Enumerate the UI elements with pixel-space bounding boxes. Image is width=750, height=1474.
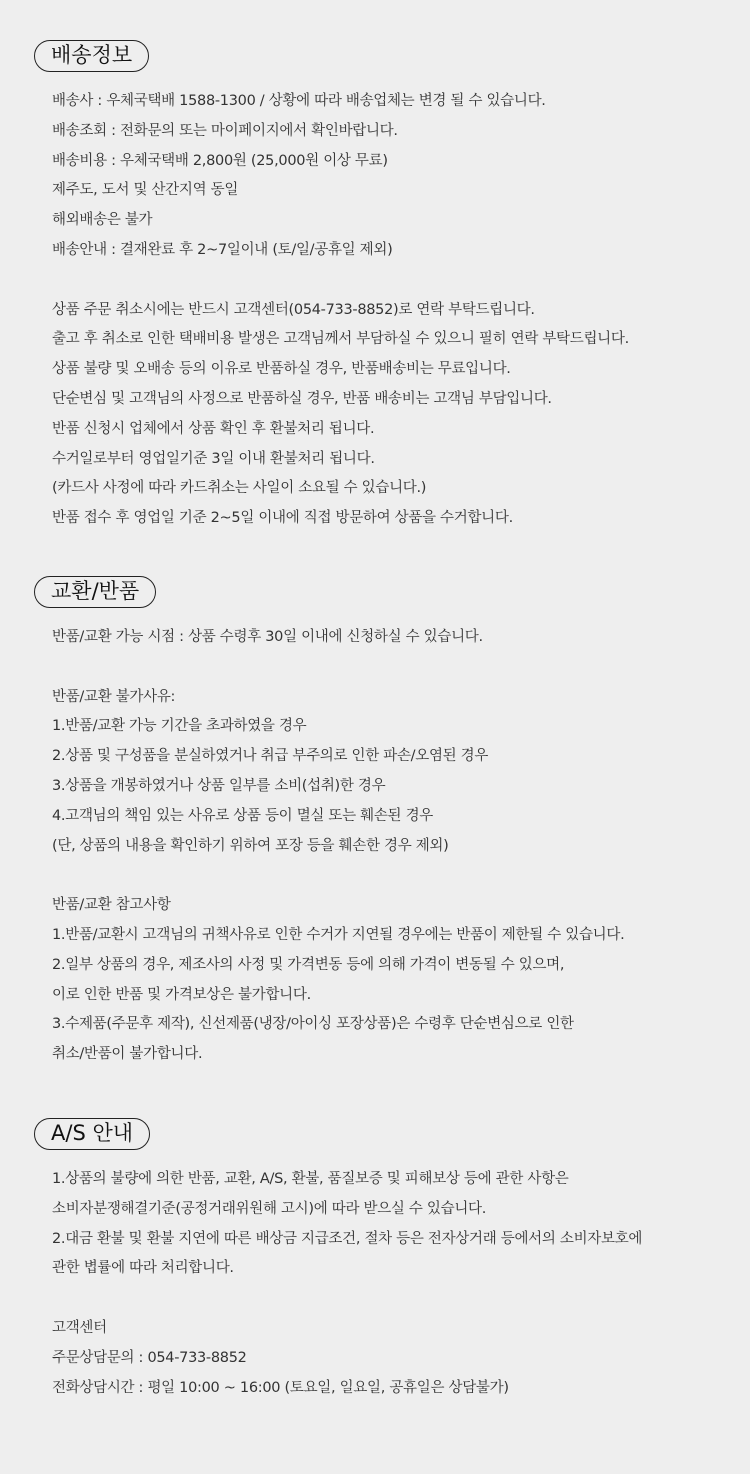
text-line: 반품/교환 참고사항 xyxy=(52,897,171,914)
text-line: 단순변심 및 고객님의 사정으로 반품하실 경우, 반품 배송비는 고객님 부담입니다. xyxy=(52,390,552,407)
text-line: 1.반품/교환시 고객님의 귀책사유로 인한 수거가 지연될 경우에는 반품이 제한될 수 있습니다. xyxy=(52,926,625,943)
text-line: 배송비용 : 우체국택배 2,800원 (25,000원 이상 무료) xyxy=(52,152,388,169)
text-line: 상품 불량 및 오배송 등의 이유로 반품하실 경우, 반품배송비는 무료입니다. xyxy=(52,361,511,378)
exchange-return-heading: 교환/반품 xyxy=(34,576,156,608)
text-line: 전화상담시간 : 평일 10:00 ~ 16:00 (토요일, 일요일, 공휴일은 상담불가) xyxy=(52,1379,509,1396)
text-line: 이로 인한 반품 및 가격보상은 불가합니다. xyxy=(52,986,311,1003)
text-line: 해외배송은 불가 xyxy=(52,212,153,229)
text-line: 배송사 : 우체국택배 1588-1300 / 상황에 따라 배송업체는 변경 될 수 있습니다. xyxy=(52,93,546,109)
blank-line xyxy=(52,1284,742,1314)
text-line: 상품 주문 취소시에는 반드시 고객센터(054-733-8852)로 연락 부탁드립니다. xyxy=(52,301,535,318)
text-line: 반품/교환 불가사유: xyxy=(52,688,176,705)
text-line: 출고 후 취소로 인한 택배비용 발생은 고객님께서 부담하실 수 있으니 필히 연락 부탁드립니다. xyxy=(52,331,629,348)
shipping-info-text xyxy=(52,87,742,534)
text-line: 3.상품을 개봉하였거나 상품 일부를 소비(섭취)한 경우 xyxy=(52,777,386,794)
text-line: 1.상품의 불량에 의한 반품, 교환, A/S, 환불, 품질보증 및 피해보상 등에 관한 사항은 xyxy=(52,1171,569,1187)
text-line: 고객센터 xyxy=(52,1319,107,1336)
blank-line xyxy=(52,653,742,683)
text-line: 취소/반품이 불가합니다. xyxy=(52,1046,203,1063)
exchange-return-text xyxy=(52,623,742,1070)
as-info-heading: A/S 안내 xyxy=(34,1118,150,1150)
text-line: 주문상담문의 : 054-733-8852 xyxy=(52,1349,247,1366)
text-line: 관한 볍률에 따라 처리합니다. xyxy=(52,1260,234,1277)
text-line: 수거일로부터 영업일기준 3일 이내 환불처리 됩니다. xyxy=(52,450,375,467)
text-line: 2.상품 및 구성품을 분실하였거나 취급 부주의로 인한 파손/오염된 경우 xyxy=(52,748,489,765)
text-line: (단, 상품의 내용을 확인하기 위하여 포장 등을 훼손한 경우 제외) xyxy=(52,837,449,854)
text-line: 제주도, 도서 및 산간지역 동일 xyxy=(52,182,239,199)
text-line: 3.수제품(주문후 제작), 신선제품(냉장/아이싱 포장상품)은 수령후 단순변심으로 인한 xyxy=(52,1016,574,1033)
text-line: 배송안내 : 결재완료 후 2~7일이내 (토/일/공휴일 제외) xyxy=(52,241,393,258)
blank-line xyxy=(52,861,742,891)
text-line: 반품 신청시 업체에서 상품 확인 후 환불처리 됩니다. xyxy=(52,420,375,437)
as-info-text xyxy=(52,1165,742,1403)
blank-line xyxy=(52,266,742,296)
text-line: 2.일부 상품의 경우, 제조사의 사정 및 가격변동 등에 의해 가격이 변동될 수 있으며, xyxy=(52,956,565,973)
text-line: 반품/교환 가능 시점 : 상품 수령후 30일 이내에 신청하실 수 있습니다. xyxy=(52,629,483,645)
text-line: 2.대금 환불 및 환불 지연에 따른 배상금 지급조건, 절차 등은 전자상거래 등에서의 소비자보호에 xyxy=(52,1230,643,1247)
text-line: 4.고객님의 책임 있는 사유로 상품 등이 멸실 또는 훼손된 경우 xyxy=(52,807,433,824)
text-line: 소비자분쟁해결기준(공정거래위원해 고시)에 따라 받으실 수 있습니다. xyxy=(52,1200,487,1217)
shipping-info-heading: 배송정보 xyxy=(34,40,149,72)
text-line: 배송조회 : 전화문의 또는 마이페이지에서 확인바랍니다. xyxy=(52,122,398,139)
text-line: 1.반품/교환 가능 기간을 초과하였을 경우 xyxy=(52,718,307,735)
text-line: (카드사 사정에 따라 카드취소는 사일이 소요될 수 있습니다.) xyxy=(52,480,427,497)
text-line: 반품 접수 후 영업일 기준 2~5일 이내에 직접 방문하여 상품을 수거합니다. xyxy=(52,510,513,527)
